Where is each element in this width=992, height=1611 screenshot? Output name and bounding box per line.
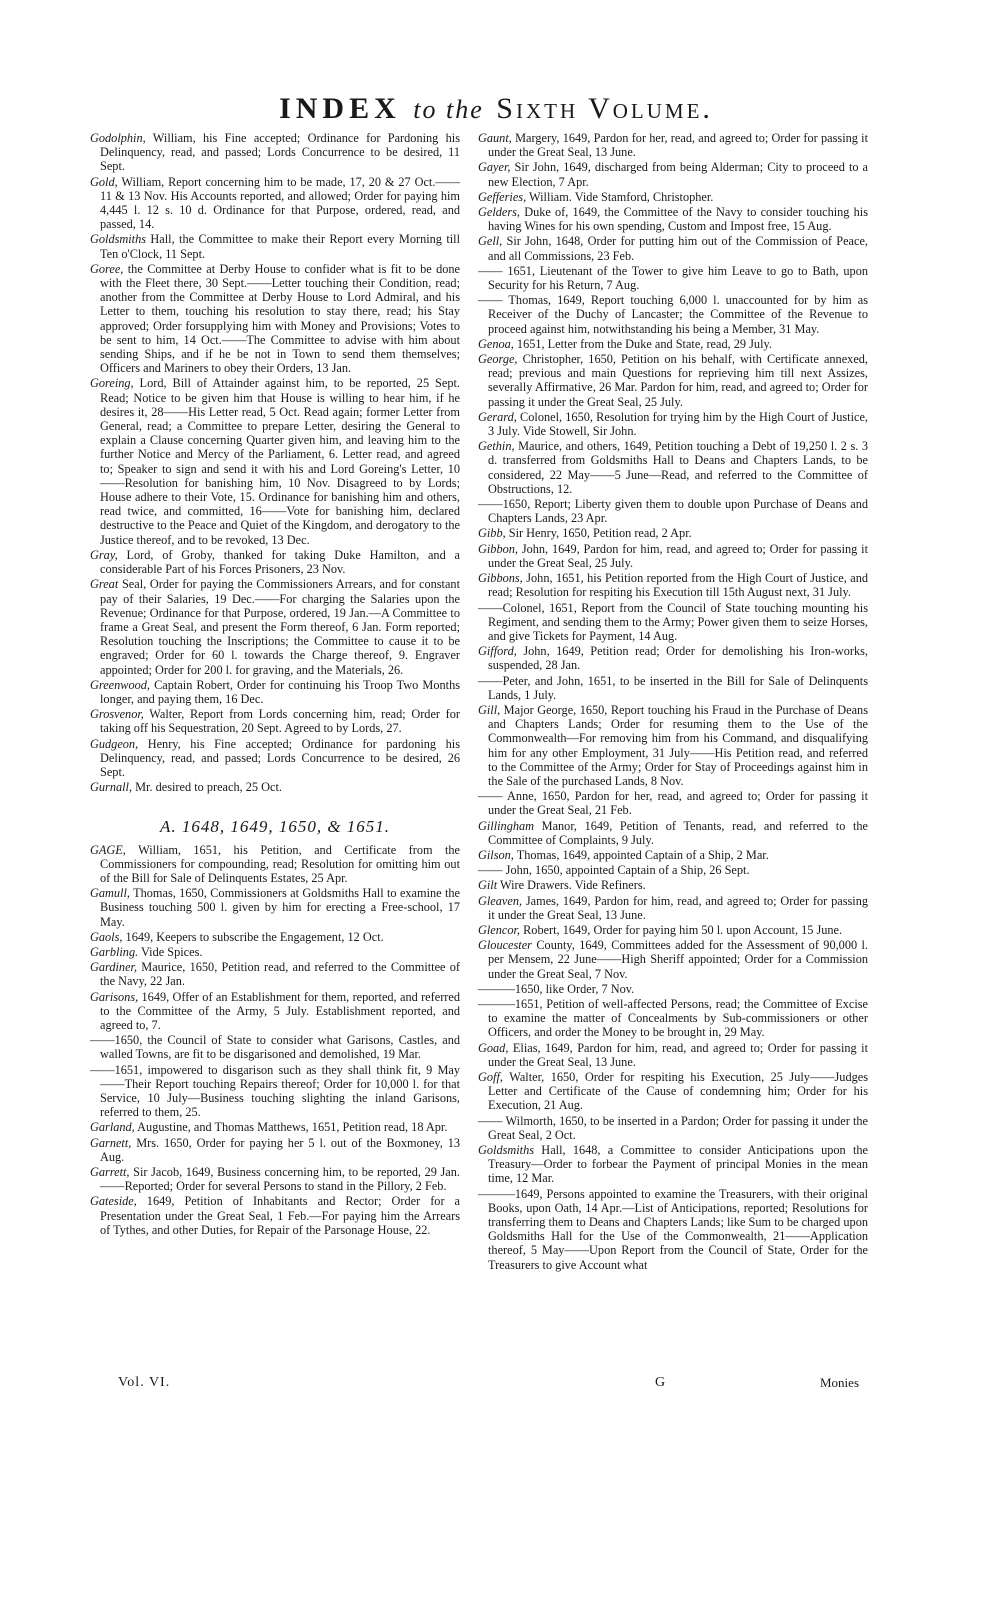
entry-headword: Garland, — [90, 1120, 135, 1135]
entry-text: William, Report concerning him to be made, 17, 20 & 27 Oct.——11 & 13 Nov. His Accounts reported, and allowed; Order for paying him 4,445 l. 12 s. 10 d. Ordinance for that Purpose, ordered, read, and passed, 14. — [100, 174, 460, 232]
index-entry — [478, 497, 868, 525]
index-entry — [90, 577, 460, 676]
index-entry — [90, 131, 460, 174]
index-entry — [478, 1041, 868, 1069]
entry-headword: George, — [478, 352, 518, 367]
entry-text: Margery, 1649, Pardon for her, read, and agreed to; Order for passing it under the Great Seal, 13 June. — [488, 131, 868, 160]
index-entry — [478, 878, 868, 892]
index-entry — [478, 160, 868, 188]
index-entry — [90, 232, 460, 260]
entry-headword: Gell, — [478, 234, 503, 249]
entry-text: ——1650, the Council of State to consider what Garisons, Castles, and walled Towns, are fit to be disgarisoned and demolished, 19 Mar. — [90, 1033, 460, 1062]
entry-headword: Gloucester — [478, 938, 532, 953]
entry-headword: Gateside, — [90, 1194, 137, 1209]
index-entry — [478, 352, 868, 409]
entry-headword: Garnett, — [90, 1135, 132, 1150]
left-entries-2 — [90, 843, 460, 1237]
entry-headword: Gefferies, — [478, 189, 527, 204]
index-entry — [478, 1187, 868, 1272]
entry-text: Sir John, 1648, Order for putting him out of the Commission of Peace, and all Commissions, 23 Feb. — [488, 234, 868, 263]
entry-headword: Grosvenor, — [90, 707, 144, 722]
entry-headword: Greenwood, — [90, 677, 150, 692]
signature-mark: G — [655, 1375, 666, 1390]
entry-headword: Gayer, — [478, 160, 511, 175]
entry-text: Lord, of Groby, thanked for taking Duke Hamilton, and a considerable Part of his Forces Prisoners, 23 Nov. — [100, 547, 460, 577]
entry-text: William, his Fine accepted; Ordinance for Pardoning his Delinquency, read, and passed; Lords Concurrence to be desired, 11 Sept. — [100, 131, 460, 174]
entry-text: Walter, 1650, Order for respiting his Execution, 25 July——Judges Letter and Certificate of the Cause of condemning him; Order for his Execution, 21 Aug. — [488, 1070, 868, 1113]
volume-footer: Vol. VI. — [118, 1375, 171, 1390]
entry-text: ——Colonel, 1651, Report from the Council of State touching mounting his Regiment, and sending them to the Army; Power given them to seize Horses, and give Tickets for Payment, 14 Aug. — [478, 600, 868, 643]
entry-text: Elias, 1649, Pardon for him, read, and agreed to; Order for passing it under the Great Seal, 13 June. — [488, 1040, 868, 1069]
entry-text: Seal, Order for paying the Commissioners Arrears, and for constant pay of their Salaries, 19 Dec.——For charging the Salaries upon the Revenue; Ordinance for that Purpose, ordered, 19 Jan.—A Committee to frame a Great Seal, and present the Form thereof, 6 Jan. Form reported; Resolution touching the Inscriptions; the Committee to cause it to be engraved; Order for 60 l. towards the Charge thereof, 9. Engraver appointed; Order for 200 l. for graving, and the Materials, 26. — [100, 577, 460, 677]
entry-text: 1649, Petition of Inhabitants and Rector; Order for a Presentation under the Great Seal, 1 Feb.—For paying him the Arrears of Tythes, and other Duties, for Repair of the Parsonage House, 22. — [100, 1194, 460, 1237]
catchword: Monies — [820, 1375, 859, 1390]
entry-headword: Gerard, — [478, 409, 517, 424]
index-entry — [90, 737, 460, 780]
index-entry — [90, 1120, 460, 1134]
entry-headword: Godolphin, — [90, 131, 146, 145]
index-entry — [478, 863, 868, 877]
index-entry — [478, 819, 868, 847]
entry-text: Colonel, 1650, Resolution for trying him by the High Court of Justice, 3 July. Vide Stowell, Sir John. — [488, 409, 868, 439]
entry-text: ———1651, Petition of well-affected Persons, read; the Committee of Excise to examine the matter of Concealments by Sub-commissioners or other Officers, and order the Money to be brought in, 29 May. — [478, 996, 868, 1040]
entry-text: John, 1649, Pardon for him, read, and agreed to; Order for passing it under the Great Seal, 25 July. — [488, 541, 868, 570]
index-entry — [90, 707, 460, 735]
entry-headword: Gifford, — [478, 644, 517, 659]
index-entry — [478, 601, 868, 644]
entry-text: Augustine, and Thomas Matthews, 1651, Petition read, 18 Apr. — [134, 1120, 448, 1135]
index-entry — [90, 990, 460, 1033]
index-entry — [478, 894, 868, 922]
entry-text: ———1649, Persons appointed to examine the Treasurers, with their original Books, upon Oath, 14 Apr.—List of Anticipations, reported; Resolutions for transferring them to Deans and Chapters Lands; like Sum to be charged upon Goldsmiths Hall for the Use of the Commonwealth, 21——Application thereof, 5 May——Upon Report from the Council of State, Order for the Treasurers to give Account what — [478, 1186, 868, 1272]
entry-text: William. Vide Stamford, Christopher. — [526, 189, 714, 204]
index-entry — [478, 1070, 868, 1113]
index-entry — [90, 945, 460, 959]
entry-headword: Garbling. — [90, 944, 139, 959]
index-entry — [478, 293, 868, 336]
entry-headword: Glencor, — [478, 922, 521, 937]
index-entry — [478, 571, 868, 599]
index-entry — [90, 1033, 460, 1061]
index-entry — [90, 1136, 460, 1164]
entry-headword: Gaols, — [90, 929, 123, 944]
index-entry — [478, 997, 868, 1040]
entry-text: Maurice, 1650, Petition read, and referred to the Committee of the Navy, 22 Jan. — [100, 960, 460, 989]
entry-headword: Gleaven, — [478, 893, 523, 908]
entry-text: —— Anne, 1650, Pardon for her, read, and agreed to; Order for passing it under the Great Seal, 21 Feb. — [478, 789, 868, 818]
entry-headword: Garrett, — [90, 1165, 130, 1180]
index-entry — [478, 1143, 868, 1186]
left-column — [90, 131, 460, 1238]
entry-headword: Goff, — [478, 1070, 503, 1084]
entry-text: Duke of, 1649, the Committee of the Navy to consider touching his having Wines for his own spending, Custom and Impost free, 15 Aug. — [488, 205, 868, 234]
index-entry — [478, 982, 868, 996]
right-column — [478, 131, 868, 1273]
entry-text: —— John, 1650, appointed Captain of a Ship, 26 Sept. — [478, 863, 750, 878]
entry-headword: Gurnall, — [90, 780, 133, 795]
entry-text: Mrs. 1650, Order for paying her 5 l. out of the Boxmoney, 13 Aug. — [100, 1135, 460, 1164]
entry-text: Mr. desired to preach, 25 Oct. — [132, 780, 282, 795]
entry-text: Manor, 1649, Petition of Tenants, read, and referred to the Committee of Complaints, 9 July. — [488, 818, 868, 847]
entry-text: Hall, 1648, a Committee to consider Anticipations upon the Treasury—Order to forbear the Payment of principal Monies in the mean time, 12 Mar. — [488, 1143, 868, 1186]
entry-text: ——1651, impowered to disgarison such as they shall think fit, 9 May——Their Report touching Repairs thereof; Order for 10,000 l. for that Service, 10 July—Business touching slighting the inland Garisons, referred to them, 25. — [90, 1062, 460, 1120]
index-entry — [478, 848, 868, 862]
entry-headword: Garisons, — [90, 989, 139, 1004]
index-entry — [478, 234, 868, 262]
index-entry — [90, 1063, 460, 1120]
entry-headword: Gardiner, — [90, 960, 138, 975]
entry-headword: Goad, — [478, 1040, 509, 1055]
entry-text: Maurice, and others, 1649, Petition touching a Debt of 19,250 l. 2 s. 3 d. transferred from Goldsmiths Hall to Deans and Chapters Lands, to be considered, 22 May——5 June—Read, and referred to the Committee of Obstructions, 12. — [488, 439, 868, 496]
index-entry — [478, 190, 868, 204]
entry-headword: Goldsmiths — [90, 232, 147, 247]
entry-headword: Gaunt, — [478, 131, 512, 145]
entry-headword: Gold, — [90, 174, 118, 189]
entry-text: Captain Robert, Order for continuing his Troop Two Months longer, and paying them, 16 Dec. — [100, 677, 460, 706]
entry-text: Henry, his Fine accepted; Ordinance for pardoning his Delinquency, read, and passed; Lords Concurrence to be desired, 26 Sept. — [100, 736, 460, 779]
entry-headword: Goldsmiths — [478, 1143, 535, 1158]
entry-headword: Gray, — [90, 547, 118, 562]
index-entry — [90, 960, 460, 988]
entry-headword: Gillingham — [478, 818, 535, 833]
index-entry — [90, 930, 460, 944]
index-entry — [478, 205, 868, 233]
index-entry — [478, 938, 868, 981]
entry-text: ——Peter, and John, 1651, to be inserted in the Bill for Sale of Delinquents Lands, 1 July. — [478, 673, 868, 702]
entry-headword: Great — [90, 577, 119, 592]
left-entries — [90, 131, 460, 794]
entry-text: Robert, 1649, Order for paying him 50 l. upon Account, 15 June. — [520, 922, 843, 937]
entry-headword: Gelders, — [478, 205, 521, 220]
index-entry — [478, 542, 868, 570]
entry-text: 1649, Offer of an Establishment for them, reported, and referred to the Committee of the Army, 5 July. Establishment reported, and agreed to, 7. — [100, 989, 460, 1032]
entry-headword: Gibbon, — [478, 541, 518, 556]
entry-text: Wire Drawers. Vide Refiners. — [497, 878, 646, 893]
right-entries — [478, 131, 868, 1272]
entry-text: —— 1651, Lieutenant of the Tower to give him Leave to go to Bath, upon Security for his Return, 7 Aug. — [478, 263, 868, 293]
index-entry — [478, 1114, 868, 1142]
entry-headword: Goree, — [90, 261, 124, 276]
index-entry — [478, 923, 868, 937]
index-entry — [90, 262, 460, 376]
entry-text: Thomas, 1650, Commissioners at Goldsmiths Hall to examine the Business touching 500 l. given by him for erecting a Free-school, 17 May. — [100, 886, 460, 929]
entry-text: Sir John, 1649, discharged from being Alderman; City to proceed to a new Election, 7 Apr. — [488, 160, 868, 189]
entry-text: Vide Spices. — [138, 944, 203, 959]
entry-text: Sir Henry, 1650, Petition read, 2 Apr. — [505, 526, 692, 541]
entry-text: ———1650, like Order, 7 Nov. — [478, 981, 635, 996]
index-entry — [90, 886, 460, 929]
entry-headword: Gethin, — [478, 439, 515, 454]
index-entry — [90, 1194, 460, 1237]
index-entry — [90, 376, 460, 546]
title-volume: Sixth Volume. — [496, 92, 713, 125]
entry-headword: Gudgeon, — [90, 736, 139, 751]
entry-text: Hall, the Committee to make their Report every Morning till Ten o'Clock, 11 Sept. — [100, 232, 460, 261]
index-entry — [478, 526, 868, 540]
page-title — [0, 92, 992, 126]
index-entry — [90, 175, 460, 232]
section-heading: A. 1648, 1649, 1650, & 1651. — [159, 817, 391, 837]
index-entry — [478, 337, 868, 351]
entry-text: the Committee at Derby House to confider what is fit to be done with the Fleet there, 30 Sept.——Letter touching their Condition, read; another from the Committee at Derby House to Lord Admiral, and his Letter to them, touching his resolution to stay there, read; his Stay approved; Order forsupplying him with Money and Provisions; Votes to be sent to him, 14 Oct.——The Committee to advise with him about sending Ships, and if he be not in Town to send them themselves; Officers and Mariners to obey their Orders, 13 Jan. — [100, 261, 460, 376]
index-entry — [478, 789, 868, 817]
entry-text: Walter, Report from Lords concerning him, read; Order for taking off his Sequestration, 20 Sept. Agreed to by Lords, 27. — [100, 707, 460, 736]
entry-text: 1651, Letter from the Duke and State, read, 29 July. — [513, 336, 772, 351]
entry-headword: Gamull, — [90, 886, 130, 901]
title-index: INDEX — [279, 92, 401, 125]
entry-text: Lord, Bill of Attainder against him, to be reported, 25 Sept. Read; Notice to be given him that House is willing to hear him, if he desires it, 28——His Letter read, 5 Oct. Read again; former Letter from General, read; a Committee to prepare Letter, desiring the General to explain a Clause concerning Quarter given him, and leaving him to the further Notice and Mercy of the Parliament, 6. Letter read, and agreed to; Speaker to sign and send it with his and Lord Goreing's Letter, 10——Resolution for banishing him, 10 Nov. Disagreed to by Lords; House adhere to their Vote, 15. Ordinance for banishing him and others, read twice, and committed, 16——Vote for banishing him, declared destructive to the Peace and Quiet of the Kingdom, and derogatory to the Justice thereof, and to be revoked, 13 Dec. — [100, 376, 460, 547]
index-entry — [90, 780, 460, 794]
entry-text: 1649, Keepers to subscribe the Engagement, 12 Oct. — [122, 929, 384, 944]
index-entry — [478, 439, 868, 496]
index-entry — [478, 410, 868, 438]
index-entry — [478, 264, 868, 292]
index-entry — [478, 644, 868, 672]
index-entry — [90, 548, 460, 576]
entry-text: John, 1651, his Petition reported from the High Court of Justice, and read; Resolution for respiting his Execution till 15th August next, 31 July. — [488, 571, 868, 600]
entry-headword: Gilson, — [478, 847, 514, 862]
index-entry — [90, 678, 460, 706]
entry-text: —— Wilmorth, 1650, to be inserted in a Pardon; Order for passing it under the Great Seal, 2 Oct. — [478, 1113, 868, 1142]
entry-text: Christopher, 1650, Petition on his behalf, with Certificate annexed, read; previous and main Questions for reprieving him till next Assizes, severally Affirmative, 26 Mar. Pardon for him, read, and agreed to; Order for passing it under the Great Seal, 25 July. — [488, 352, 868, 409]
entry-text: County, 1649, Committees added for the Assessment of 90,000 l. per Mensem, 22 June——High Sheriff appointed; Order for a Commission under the Great Seal, 7 Nov. — [488, 938, 868, 981]
index-entry — [478, 703, 868, 788]
entry-headword: GAGE, — [90, 842, 126, 857]
entry-text: William, 1651, his Petition, and Certificate from the Commissioners for compounding, read; Resolution for omitting him out of the Bill for Sale of Delinquents Estates, 25 Apr. — [100, 842, 460, 885]
entry-text: —— Thomas, 1649, Report touching 6,000 l. unaccounted for by him as Receiver of the Duchy of Lancaster; the Committee of the Revenue to proceed against him, notwithstanding his being a Member, 31 May. — [478, 293, 868, 336]
index-entry — [478, 674, 868, 702]
entry-headword: Gibbons, — [478, 571, 523, 586]
entry-text: Sir Jacob, 1649, Business concerning him, to be reported, 29 Jan.——Reported; Order for several Persons to stand in the Pillory, 2 Feb. — [100, 1165, 460, 1194]
entry-text: Major George, 1650, Report touching his Fraud in the Purchase of Deans and Chapters Lands; Order for resuming them to the Use of the Commonwealth—For removing him from his Command, and disqualifying him for any other Employment, 31 July——His Petition read, and referred to the Committee of the Army; Order for Stay of Proceedings against him in the Sale of the purchased Lands, 8 Nov. — [488, 702, 868, 788]
entry-headword: Gill, — [478, 702, 501, 717]
entry-text: ——1650, Report; Liberty given them to double upon Purchase of Deans and Chapters Lands, 23 Apr. — [478, 497, 868, 526]
index-entry — [90, 1165, 460, 1193]
index-entry — [90, 843, 460, 886]
entry-text: Thomas, 1649, appointed Captain of a Ship, 2 Mar. — [513, 847, 769, 862]
index-entry — [478, 131, 868, 159]
entry-headword: Goreing, — [90, 376, 134, 391]
entry-headword: Gilt — [478, 878, 498, 893]
title-to-the: to the — [413, 95, 484, 124]
entry-headword: Genoa, — [478, 336, 514, 351]
entry-text: John, 1649, Petition read; Order for demolishing his Iron-works, suspended, 28 Jan. — [488, 644, 868, 673]
entry-headword: Gibb, — [478, 526, 506, 541]
entry-text: James, 1649, Pardon for him, read, and agreed to; Order for passing it under the Great Seal, 13 June. — [488, 893, 868, 922]
